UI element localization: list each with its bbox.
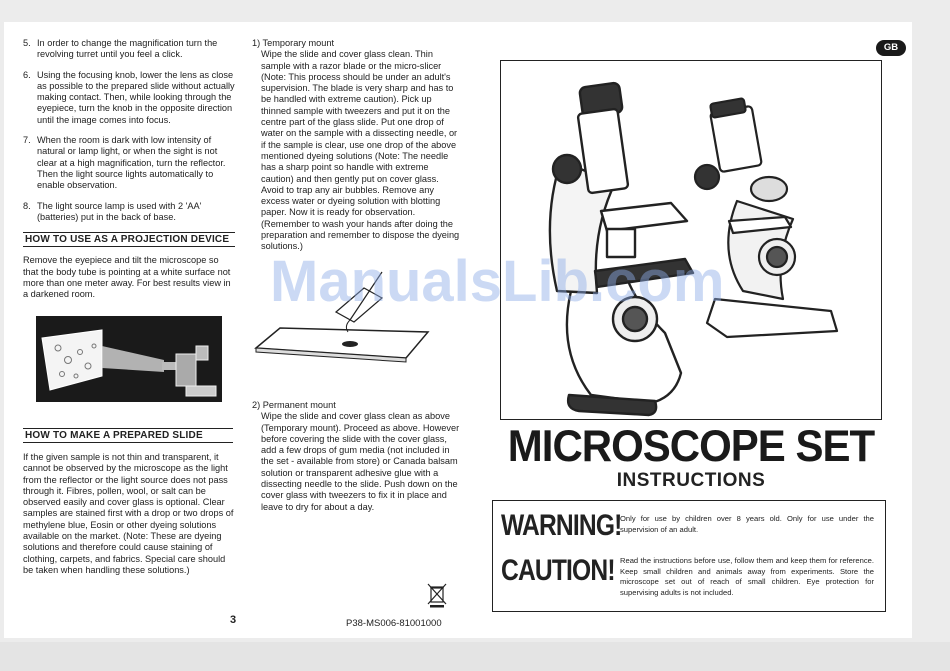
step-item: 7. When the room is dark with low intensity of natural or lamp light, or when the sight is not clear at a high magnification, turn the reflector. Then the light source lights automatically to enable observation. <box>23 135 226 191</box>
prepared-slide-heading: HOW TO MAKE A PREPARED SLIDE <box>23 428 233 443</box>
caution-text: Read the instructions before use, follow them and keep them for reference. Keep small children and animals away from experiments. Store the microscope set out of reach of small children. Eye protection for supervising adults is not included. <box>620 556 874 597</box>
step-text: Using the focusing knob, lower the lens as close as possible to the prepared slide without actually making contact. Then, while looking through the eyepiece, turn the knob in the opposite direction until the image comes into focus. <box>37 69 235 125</box>
page-number: 3 <box>230 614 237 626</box>
bottom-band <box>0 642 950 671</box>
permanent-mount-title: 2) Permanent mount <box>252 400 336 410</box>
permanent-mount-section <box>250 400 460 521</box>
language-badge: GB <box>876 40 906 56</box>
product-code: P38-MS006-81001000 <box>346 618 442 629</box>
product-title: MICROSCOPE SET <box>507 420 875 471</box>
projection-heading: HOW TO USE AS A PROJECTION DEVICE <box>23 232 235 247</box>
step-text: The light source lamp is used with 2 'AA' (batteries) put in the back of base. <box>37 200 202 222</box>
step-text: When the room is dark with low intensity of natural or lamp light, or when the sight is not clear at a high magnification, turn the reflector. Then the light source lights automatically to enable observation. <box>37 135 226 191</box>
temporary-mount-section <box>250 38 460 261</box>
projection-illustration <box>36 316 222 402</box>
product-subtitle: INSTRUCTIONS <box>616 470 766 491</box>
left-column <box>23 38 235 307</box>
microscope-illustration <box>500 60 882 420</box>
prepared-slide-text: If the given sample is not thin and transparent, it cannot be observed by the microscope as the light from the reflector or the light source does not pass through it. Fibres, pollen, wool, or salt can be observed easily and cover glass is optional. Clear samples are stained first with a drop or two drops of methylene blue, Eosin or other dyeing solutions available on the market. (Note: These are dyeing solutions and therefore could cause staining of clothing, carpets, and fabrics. Special care should be taken when handling these solutions.) <box>23 452 234 575</box>
caution-label: CAUTION! <box>501 554 615 587</box>
safety-notice-box <box>492 500 886 612</box>
step-item: 6. Using the focusing knob, lower the lens as close as possible to the prepared slide without actually making contact. Then, while looking through the eyepiece, turn the knob in the opposite direction until the image comes into focus. <box>23 69 235 125</box>
permanent-mount-text: Wipe the slide and cover glass clean as above (Temporary mount). Proceed as above. However before covering the slide with the cover glass, add a few drops of gum media (not included in the set - available from store) or Canada balsam solution or transparent adhesive glue with a dissecting needle to the slide. Push down on the cover glass with tweezers to fix it in place and leave to dry for about a day. <box>261 411 460 512</box>
watermark: ManualsLib.com <box>270 249 725 314</box>
crossed-bin-icon <box>426 582 448 608</box>
step-item: 5. In order to change the magnification turn the revolving turret until you feel a click. <box>23 38 218 60</box>
warning-label: WARNING! <box>501 509 622 542</box>
step-text: In order to change the magnification turn the revolving turret until you feel a click. <box>37 38 218 60</box>
step-item: 8. The light source lamp is used with 2 'AA' (batteries) put in the back of base. <box>23 200 202 222</box>
warning-text: Only for use by children over 8 years old. Only for use under the supervision of an adult. <box>620 514 874 534</box>
projection-text: Remove the eyepiece and tilt the microscope so that the body tube is pointing at a white surface not more than one meter away. For best results view in a darkened room. <box>23 255 231 300</box>
temporary-mount-title: 1) Temporary mount <box>252 38 335 48</box>
temporary-mount-text: Wipe the slide and cover glass clean. Thin sample with a razor blade or the micro-slicer (Note: This process should be under an adult's supervision. The blade is very sharp and has to be handled with extreme caution). Pick up thinned sample with tweezers and put it on the centre part of the glass slide. Put one drop of water on the sample with a dissecting needle, or if the sample is clear, use one drop of the above mentioned dyeing solutions (Note: The needle has a sharp point so handle with extreme caution) and then gently put on cover glass. Avoid to trap any air bubbles. Remove any excess water or dyeing solution with blotting paper. Now it is ready for observation. (Remember to wash your hands after doing the preparation and remember to dispose the dyeing solutions.) <box>261 49 460 252</box>
steps-list <box>23 38 235 223</box>
